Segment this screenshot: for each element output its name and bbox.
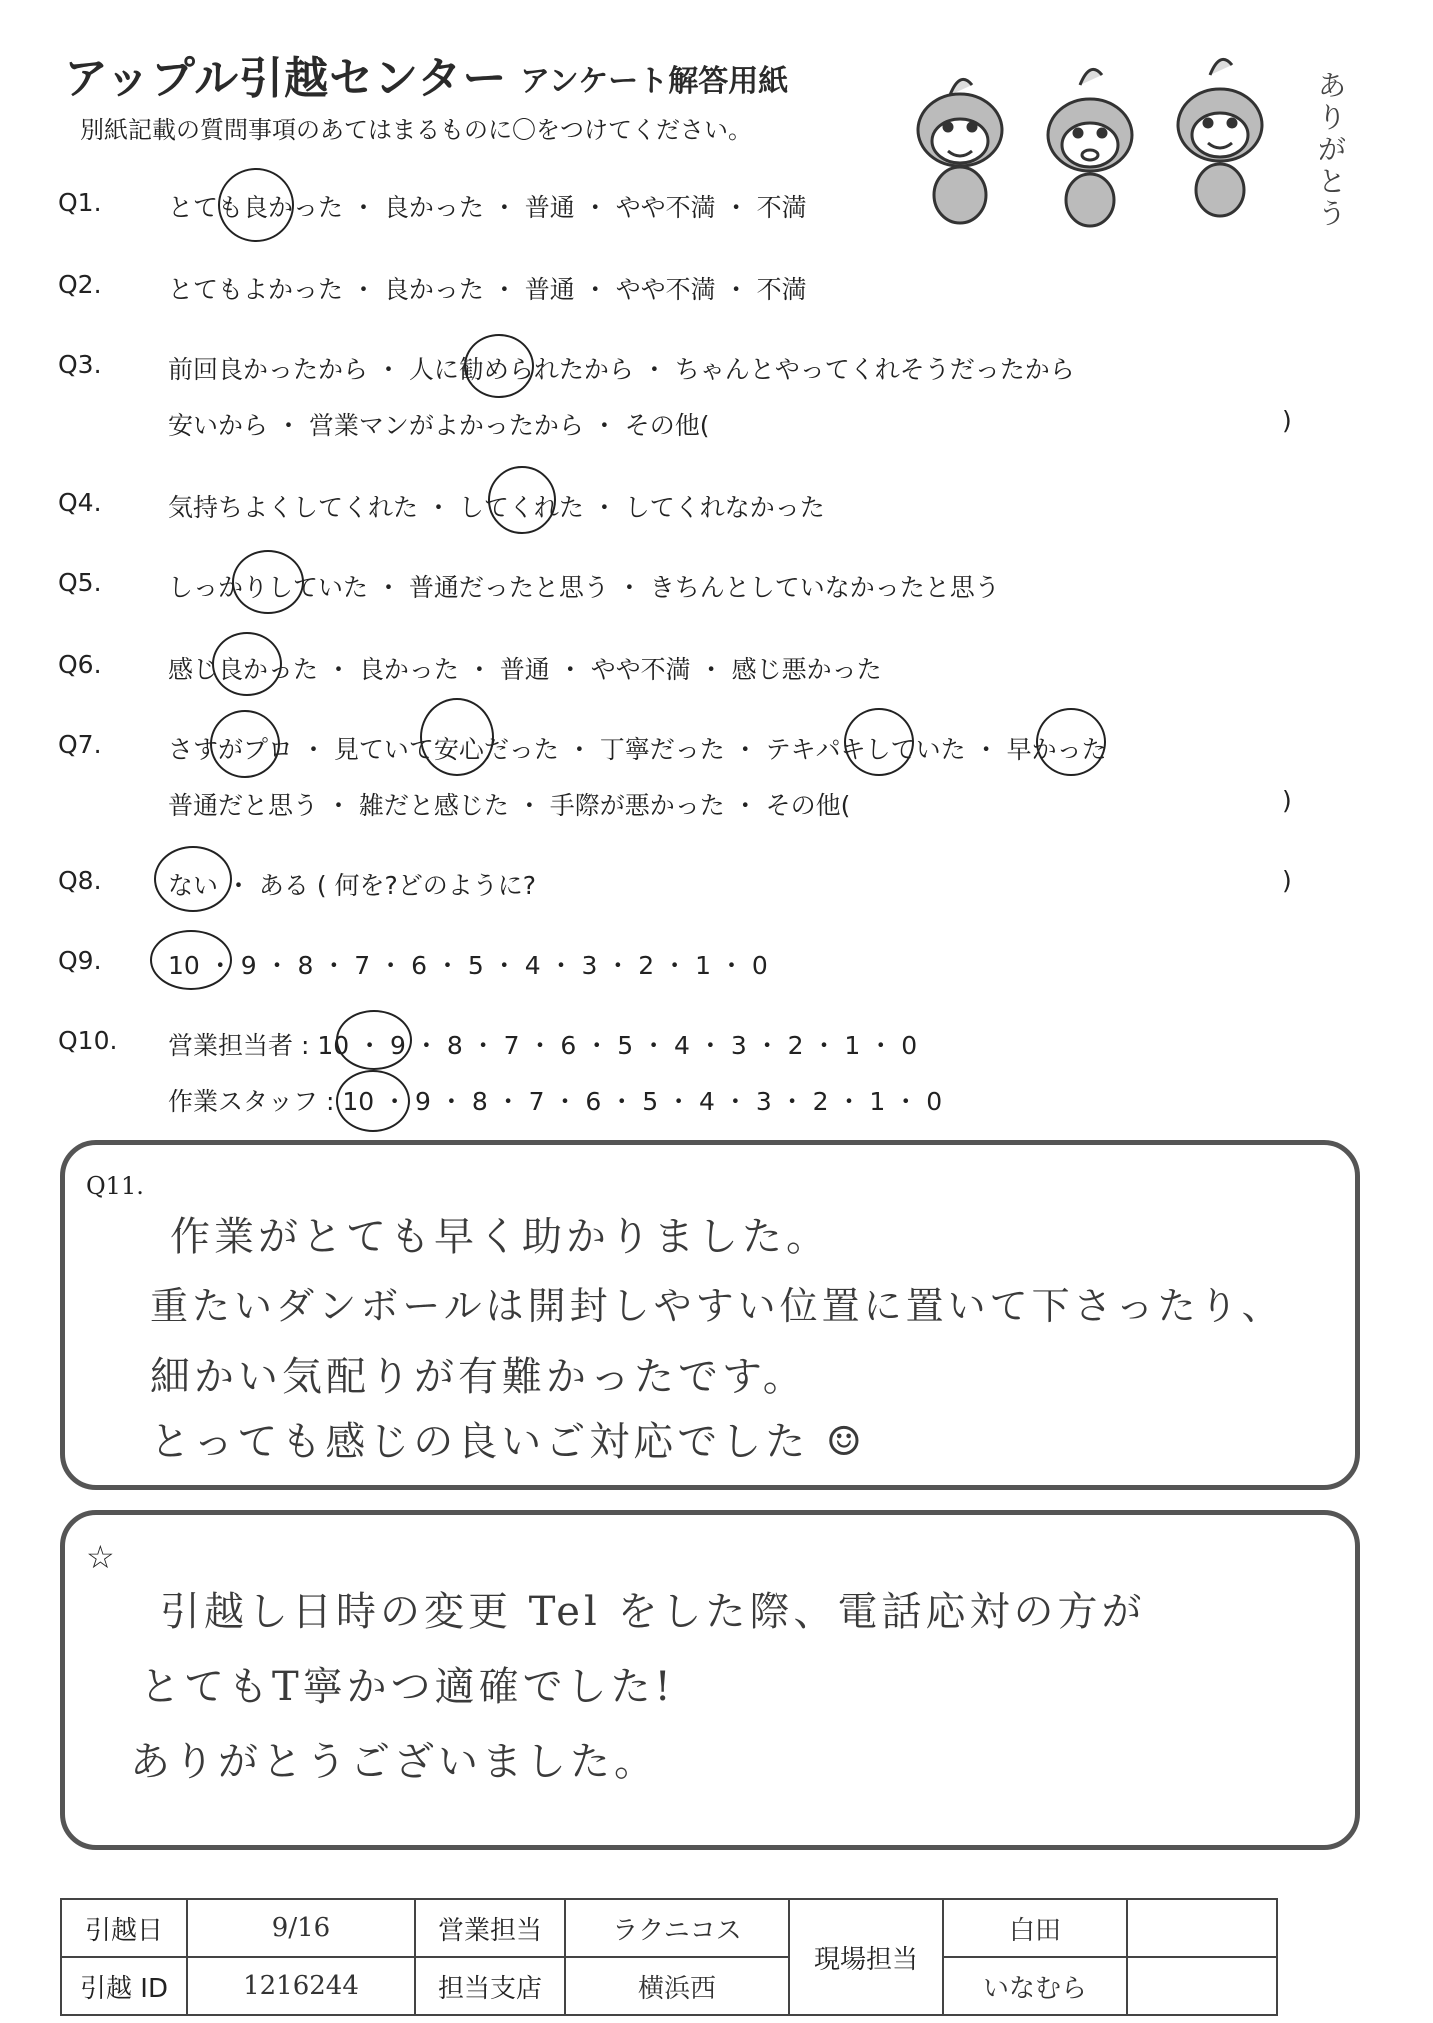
move-date-value: 9/16	[187, 1899, 415, 1957]
question-label: Q10.	[58, 1026, 118, 1055]
site-value-1: 白田	[943, 1899, 1127, 1957]
selection-circle	[420, 698, 494, 776]
instruction-text: 別紙記載の質問事項のあてはまるものに〇をつけてください。	[80, 116, 752, 144]
monkey-icon	[918, 79, 1002, 223]
selection-circle	[464, 334, 534, 398]
question-options: とてもよかった ・ 良かった ・ 普通 ・ やや不満 ・ 不満	[168, 275, 807, 304]
site-label: 現場担当	[789, 1899, 943, 2015]
sales-value: ラクニコス	[565, 1899, 789, 1957]
blank-cell	[1127, 1899, 1277, 1957]
mascot-text: ありがとう	[1318, 69, 1347, 230]
q11-comment-line: 作業がとても早く助かりました。	[170, 1214, 830, 1260]
company-name: アップル引越センター	[64, 53, 508, 104]
question-label: Q8.	[58, 866, 102, 895]
question-label: Q3.	[58, 350, 102, 379]
question-label: Q2.	[58, 270, 102, 299]
question-options: さすがプロ ・ 見ていて安心だった ・ 丁寧だった ・ テキパキしていた ・ 早かった	[168, 735, 1107, 764]
move-info-table	[60, 1898, 1278, 2016]
q11-label: Q11.	[86, 1172, 144, 1200]
question-label: Q5.	[58, 568, 102, 597]
monkey-icon	[1048, 69, 1132, 226]
question-options: しっかりしていた ・ 普通だったと思う ・ きちんとしていなかったと思う	[168, 573, 1000, 602]
selection-circle	[212, 632, 282, 696]
selection-circle	[210, 710, 280, 778]
question-label: Q6.	[58, 650, 102, 679]
move-date-label: 引越日	[61, 1899, 187, 1957]
question-options: 前回良かったから ・ 人に勧められたから ・ ちゃんとやってくれそうだったから	[168, 355, 1075, 384]
question-options: 気持ちよくしてくれた ・ してくれた ・ してくれなかった	[168, 493, 825, 522]
branch-value: 横浜西	[565, 1957, 789, 2015]
selection-circle	[336, 1010, 412, 1070]
question-options: 10 ・ 9 ・ 8 ・ 7 ・ 6 ・ 5 ・ 4 ・ 3 ・ 2 ・ 1 ・ 0	[168, 951, 768, 980]
branch-label: 担当支店	[415, 1957, 565, 2015]
selection-circle	[336, 1070, 410, 1132]
question-label: Q9.	[58, 946, 102, 975]
question-label: Q4.	[58, 488, 102, 517]
move-id-label: 引越 ID	[61, 1957, 187, 2015]
monkey-icon	[1178, 59, 1262, 216]
selection-circle	[218, 168, 294, 242]
q11-comment-line: とっても感じの良いご対応でした ☺	[150, 1419, 866, 1465]
star-comment-line: ありがとうございました。	[130, 1739, 658, 1785]
blank-cell	[1127, 1957, 1277, 2015]
question-options: 営業担当者 : 10 ・ 9 ・ 8 ・ 7 ・ 6 ・ 5 ・ 4 ・ 3 ・ 2 ・ 1 ・ 0	[168, 1031, 918, 1060]
monkey-mascot-illustration	[890, 55, 1350, 235]
star-comment-line: とてもT寧かつ適確でした!	[140, 1664, 675, 1710]
close-paren: )	[1282, 406, 1292, 435]
selection-circle	[488, 466, 556, 534]
form-title: アンケート解答用紙	[520, 64, 789, 99]
q11-comment-line: 細かい気配りが有難かったです。	[150, 1354, 807, 1400]
selection-circle	[150, 930, 232, 990]
close-paren: )	[1282, 866, 1292, 895]
sales-label: 営業担当	[415, 1899, 565, 1957]
selection-circle	[844, 708, 914, 776]
selection-circle	[232, 550, 304, 614]
site-value-2: いなむら	[943, 1957, 1127, 2015]
question-options: 安いから ・ 営業マンがよかったから ・ その他(	[168, 411, 710, 440]
q11-comment-line: 重たいダンボールは開封しやすい位置に置いて下さったり、	[150, 1284, 1284, 1328]
question-options: 感じ良かった ・ 良かった ・ 普通 ・ やや不満 ・ 感じ悪かった	[168, 655, 882, 684]
question-options: 普通だと思う ・ 雑だと感じた ・ 手際が悪かった ・ その他(	[168, 791, 851, 820]
question-options: とても良かった ・ 良かった ・ 普通 ・ やや不満 ・ 不満	[168, 193, 807, 222]
question-label: Q7.	[58, 730, 102, 759]
close-paren: )	[1282, 786, 1292, 815]
question-options: 作業スタッフ : 10 ・ 9 ・ 8 ・ 7 ・ 6 ・ 5 ・ 4 ・ 3 ・ 2 ・ 1 ・ 0	[168, 1087, 943, 1116]
star-comment-line: 引越し日時の変更 Tel をした際、電話応対の方が	[160, 1589, 1146, 1635]
selection-circle	[1036, 708, 1106, 776]
question-options: ない ・ ある ( 何を?どのように?	[168, 871, 537, 900]
question-label: Q1.	[58, 188, 102, 217]
selection-circle	[154, 846, 232, 912]
move-id-value: 1216244	[187, 1957, 415, 2015]
star-icon: ☆	[86, 1538, 115, 1576]
